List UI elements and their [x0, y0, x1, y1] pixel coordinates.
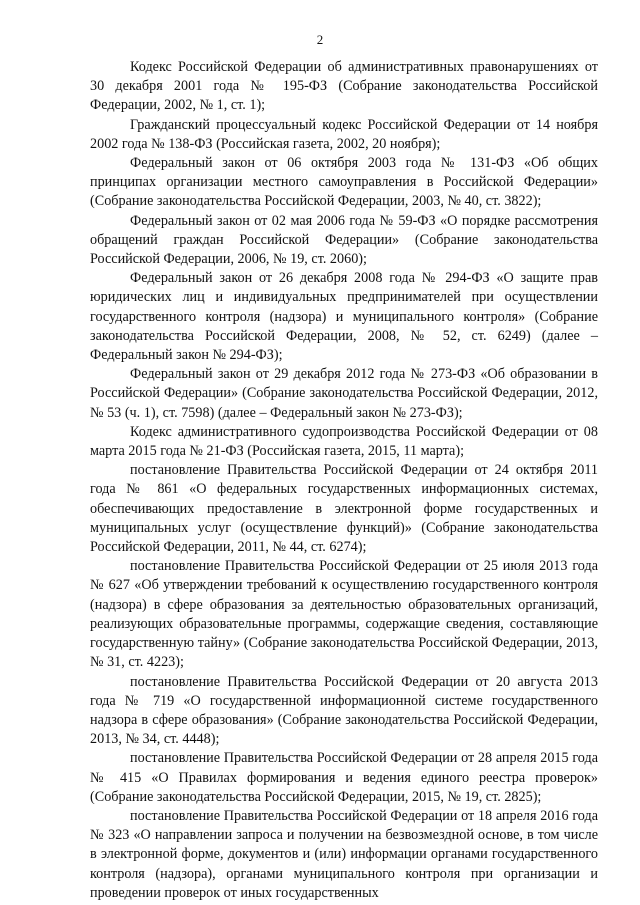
page-number: 2 — [316, 32, 324, 47]
paragraph-gpk: Гражданский процессуальный кодекс Российской Федерации от 14 ноября 2002 года № 138-ФЗ (Российская газета, 2002, 20 ноября); — [90, 116, 598, 152]
paragraph-fz-131: Федеральный закон от 06 октября 2003 года № 131-ФЗ «Об общих принципах организации местного самоуправления в Российской Федерации» (Собрание законодательства Российской Федерации, 2003, № 40, ст. 3822); — [90, 155, 598, 210]
paragraph-fz-59: Федеральный закон от 02 мая 2006 года № 59-ФЗ «О порядке рассмотрения обращений граждан Российской Федерации» (Собрание законодательства Российской Федерации, 2006, № 19, ст. 2060); — [90, 212, 598, 268]
paragraph-postanovlenie-861: постановление Правительства Российской Федерации от 24 октября 2011 года № 861 «О федеральных государственных информационных системах, обеспечивающих предоставление в электронной форме государственных и муниципальных услуг (осуществление функций)» (Собрание законодательства Российской Федерации, 2011, № 44, ст. 6274); — [90, 462, 598, 556]
paragraph-postanovlenie-415: постановление Правительства Российской Федерации от 28 апреля 2015 года № 415 «О Правилах формирования и ведения единого реестра проверок» (Собрание законодательства Российской Федерации, 2015, № 19, ст. 2825); — [90, 750, 598, 805]
document-body — [90, 58, 598, 903]
paragraph-kas: Кодекс административного судопроизводства Российской Федерации от 08 марта 2015 года № 21-ФЗ (Российская газета, 2015, 11 марта); — [90, 423, 598, 460]
paragraph-postanovlenie-323: постановление Правительства Российской Федерации от 18 апреля 2016 года № 323 «О направлении запроса и получении на безвозмездной основе, в том числе в электронной форме, документов и (или) информации органами государственного контроля (надзора), органами муниципального контроля при организации и проведении проверок от иных государственных — [90, 807, 598, 901]
paragraph-postanovlenie-719: постановление Правительства Российской Федерации от 20 августа 2013 года № 719 «О государственной информационной системе государственного надзора в сфере образования» (Собрание законодательства Российской Федерации, 2013, № 34, ст. 4448); — [90, 673, 598, 748]
paragraph-koap: Кодекс Российской Федерации об административных правонарушениях от 30 декабря 2001 года № 195-ФЗ (Собрание законодательства Российской Федерации, 2002, № 1, ст. 1); — [90, 59, 598, 114]
paragraph-fz-273: Федеральный закон от 29 декабря 2012 года № 273-ФЗ «Об образовании в Российской Федерации» (Собрание законодательства Российской Федерации, 2012, № 53 (ч. 1), ст. 7598) (далее – Федеральный закон № 273-ФЗ); — [90, 366, 598, 421]
paragraph-fz-294: Федеральный закон от 26 декабря 2008 года № 294-ФЗ «О защите прав юридических лиц и индивидуальных предпринимателей при осуществлении государственного контроля (надзора) и муниципального контроля» (Собрание законодательства Российской Федерации, 2008, № 52, ст. 6249) (далее – Федеральный закон № 294-ФЗ); — [90, 270, 598, 364]
paragraph-postanovlenie-627: постановление Правительства Российской Федерации от 25 июля 2013 года № 627 «Об утверждении требований к осуществлению государственного контроля (надзора) в сфере образования за деятельностью образовательных организаций, реализующих образовательные программы, содержащие сведения, составляющие государственную тайну» (Собрание законодательства Российской Федерации, 2013, № 31, ст. 4223); — [90, 558, 598, 671]
